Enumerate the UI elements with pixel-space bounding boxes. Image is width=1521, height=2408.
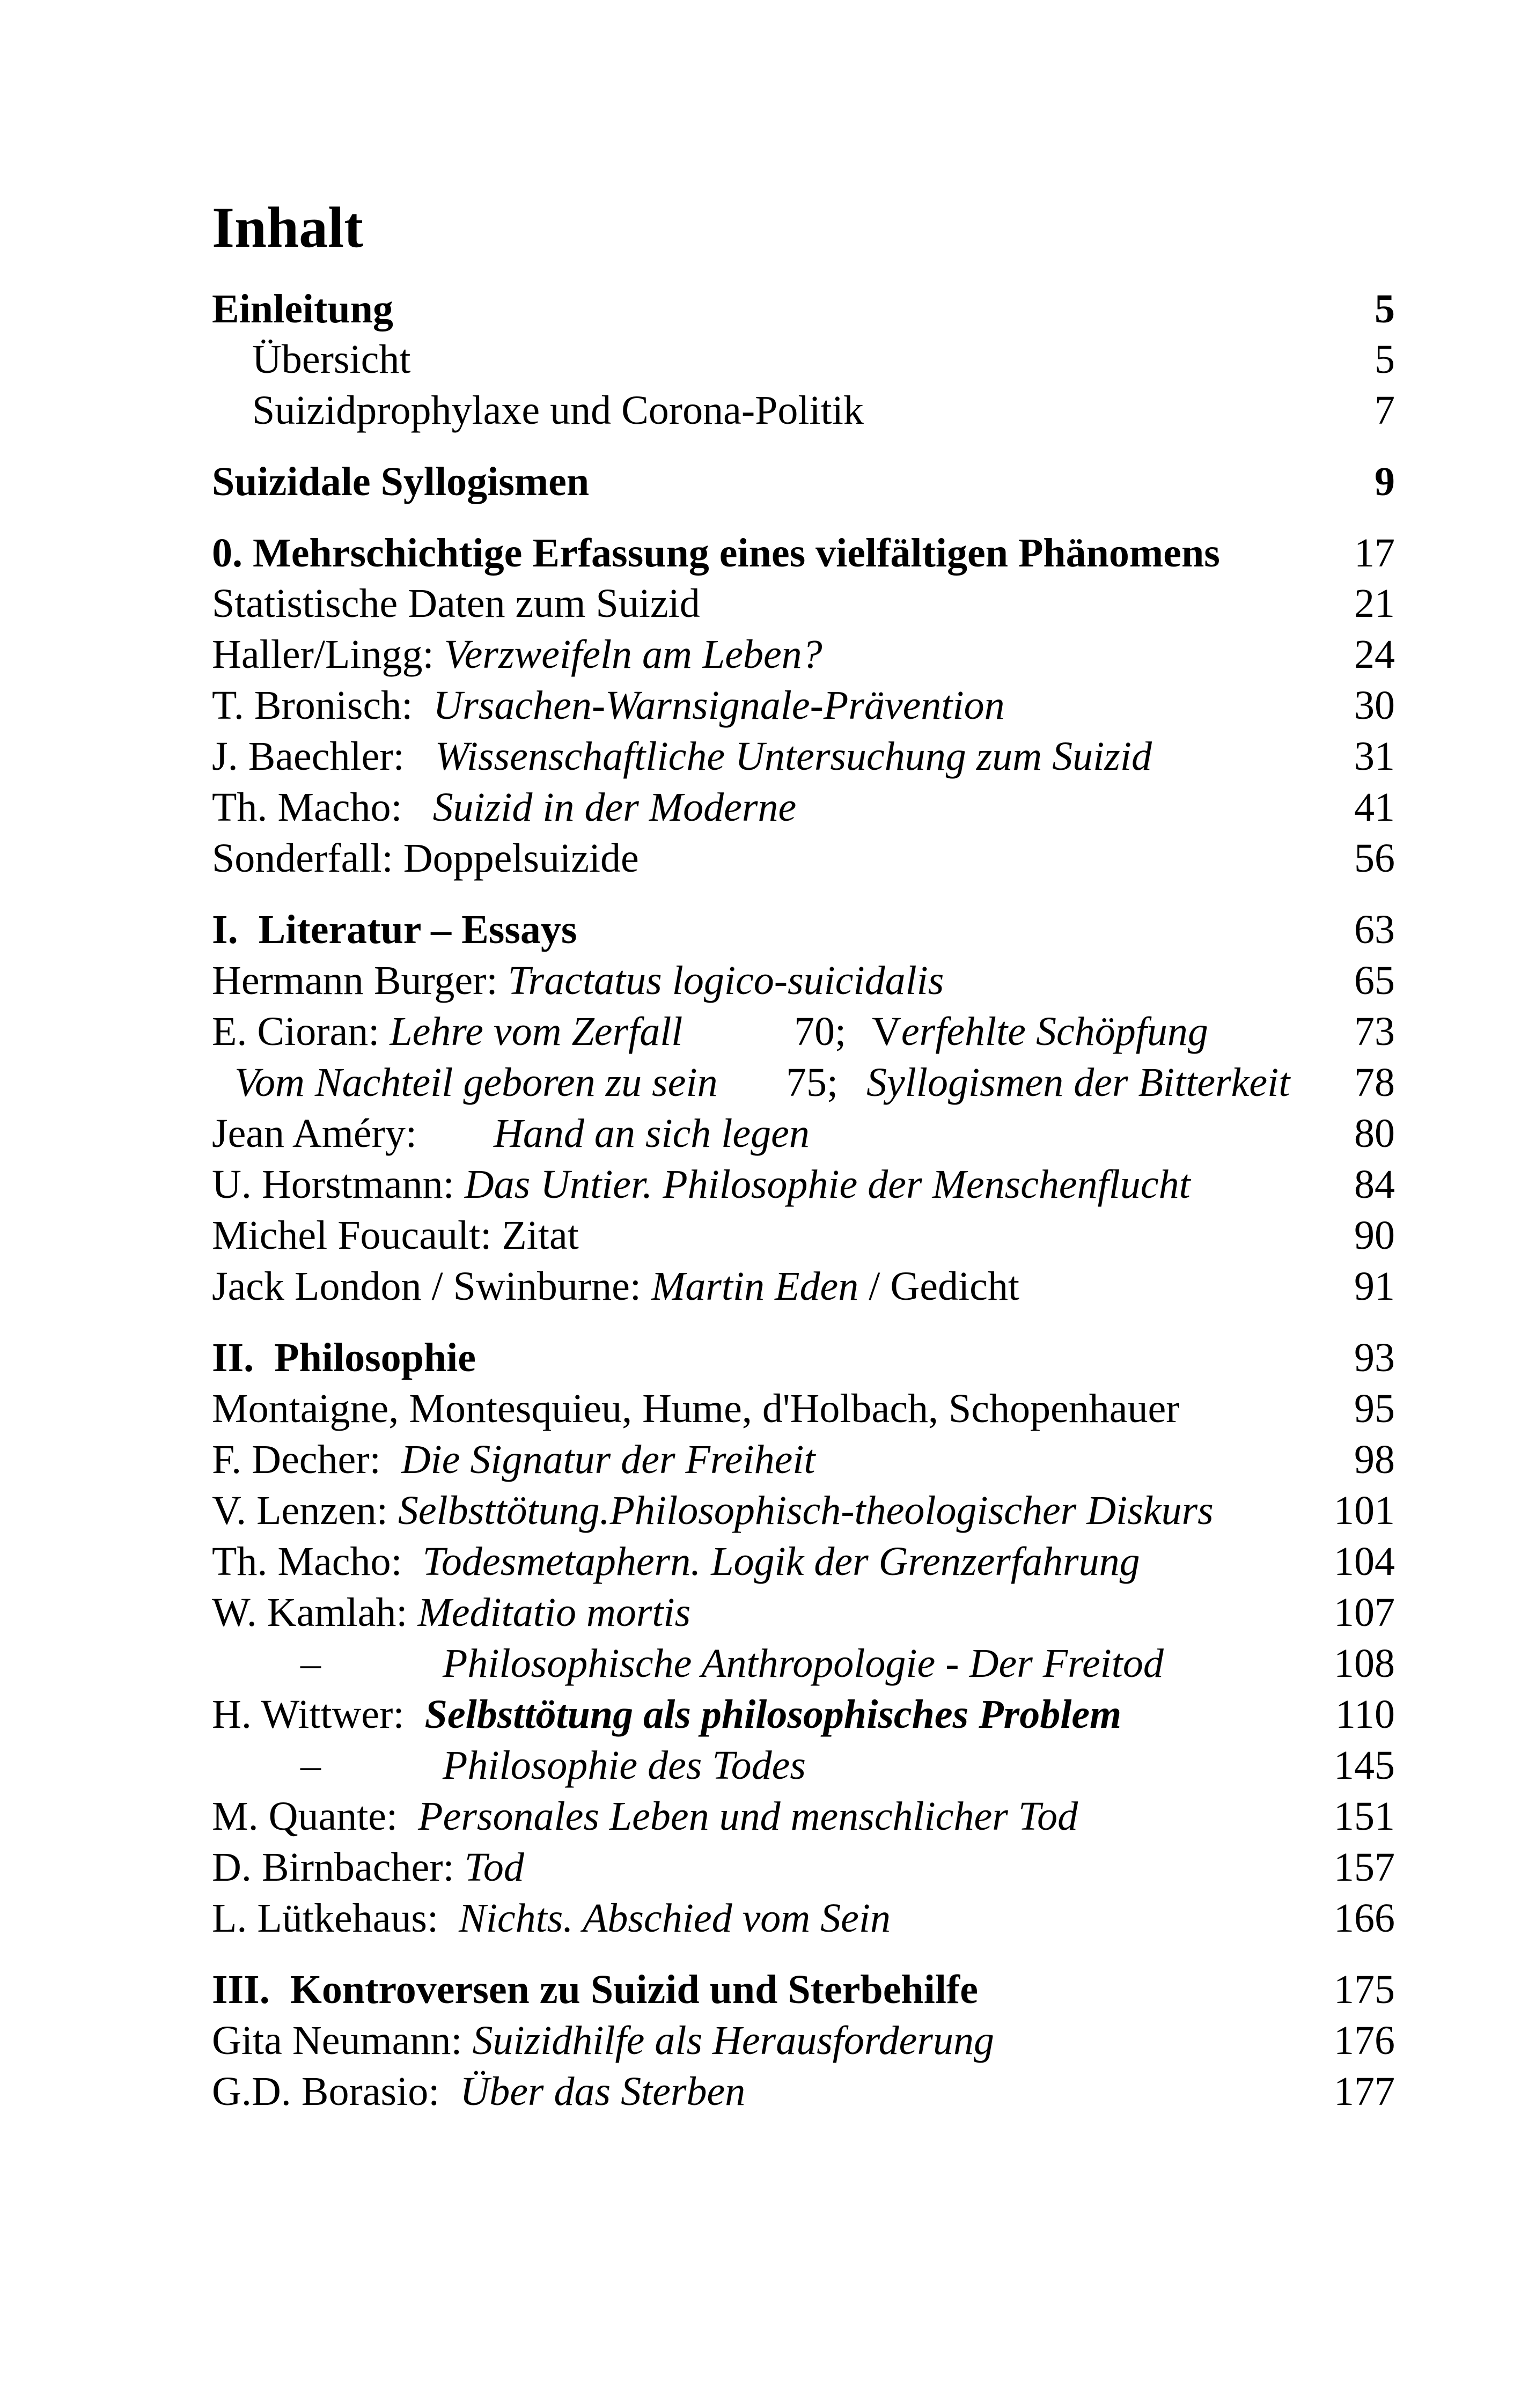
entry-author: D. Birnbacher: — [212, 1845, 465, 1890]
entry-label: Michel Foucault: Zitat — [212, 1213, 579, 1258]
toc-entry-nachteil — [212, 1057, 1395, 1108]
entry-work-title: Selbsttötung.Philosophisch-theologischer Diskurs — [398, 1488, 1214, 1533]
page-number: 90 — [1354, 1213, 1395, 1258]
toc-entry-haller — [212, 629, 1395, 680]
page-number: 107 — [1334, 1590, 1395, 1635]
entry-label: Suizidale Syllogismen — [212, 459, 590, 504]
toc-entry-montaigne — [212, 1383, 1395, 1434]
toc-entry-einleitung — [212, 283, 1395, 335]
chapter-heading: III. Kontroversen zu Suizid und Sterbehilfe — [212, 1967, 978, 2012]
toc-entry-decher — [212, 1434, 1395, 1485]
entry-author: W. Kamlah: — [212, 1590, 418, 1635]
entry-author: Hermann Burger: — [212, 958, 508, 1003]
page-number: 84 — [1354, 1162, 1395, 1207]
entry-work-title: Tod — [464, 1845, 524, 1890]
toc-entry-lenzen — [212, 1485, 1395, 1536]
toc-entry-foucault — [212, 1210, 1395, 1261]
entry-work-title: Syllogismen der Bitterkeit — [866, 1060, 1290, 1105]
page-number: 91 — [1354, 1264, 1395, 1309]
page-number: 95 — [1354, 1386, 1395, 1431]
toc-entry-london — [212, 1261, 1395, 1312]
entry-author: Gita Neumann: — [212, 2018, 473, 2063]
toc-entry-amery — [212, 1108, 1395, 1159]
page-number: 110 — [1335, 1692, 1395, 1737]
entry-work-title: Suizid in der Moderne — [432, 785, 797, 830]
chapter-heading: II. Philosophie — [212, 1335, 476, 1380]
entry-work-title: Selbsttötung als philosophisches Problem — [424, 1692, 1122, 1737]
ditto-dash: – — [300, 1641, 321, 1686]
toc-entry-neumann — [212, 2015, 1395, 2066]
toc-entry-statistik — [212, 578, 1395, 629]
entry-work-title: Nichts. Abschied vom Sein — [459, 1896, 891, 1941]
entry-label: Einleitung — [212, 286, 393, 332]
entry-author: G.D. Borasio: — [212, 2069, 460, 2114]
page-number: 9 — [1375, 459, 1395, 504]
entry-author: M. Quante: — [212, 1794, 418, 1839]
toc-entry-wittwer2 — [212, 1740, 1395, 1791]
page-number: 104 — [1334, 1539, 1395, 1584]
entry-suffix: / Gedicht — [858, 1264, 1019, 1309]
entry-author: Th. Macho: — [212, 1539, 423, 1584]
entry-work-title: Philosophie des Todes — [443, 1743, 806, 1788]
toc-entry-birnbacher — [212, 1842, 1395, 1893]
page-number: 56 — [1354, 836, 1395, 881]
toc-entry-kap3 — [212, 1964, 1395, 2015]
toc-entry-prophylaxe — [212, 385, 1395, 436]
entry-author: H. Wittwer: — [212, 1692, 425, 1737]
entry-work-title: Wissenschaftliche Untersuchung zum Suizid — [435, 734, 1152, 779]
page-number: 24 — [1354, 632, 1395, 677]
entry-work-title: Personales Leben und menschlicher Tod — [418, 1794, 1078, 1839]
page-number: 157 — [1334, 1845, 1395, 1890]
toc-entry-cioran — [212, 1006, 1395, 1057]
entry-author: L. Lütkehaus: — [212, 1896, 459, 1941]
entry-work-title: Vom Nachteil geboren zu sein — [234, 1060, 718, 1105]
page-number: 145 — [1334, 1743, 1395, 1788]
page-number: 63 — [1354, 907, 1395, 952]
entry-author: Jean Améry: — [212, 1111, 417, 1156]
page-number: 7 — [1375, 388, 1395, 433]
page-number: 5 — [1375, 337, 1395, 382]
entry-author: V. Lenzen: — [212, 1488, 398, 1533]
toc-entry-syllogismen — [212, 456, 1395, 507]
toc-entry-horstmann — [212, 1159, 1395, 1210]
entry-work-title: Suizidhilfe als Herausforderung — [472, 2018, 994, 2063]
toc-entry-macho1 — [212, 782, 1395, 833]
page-number: 70; — [794, 1009, 847, 1054]
entry-work-title: Verzweifeln am Leben? — [444, 632, 822, 677]
page-number: 75; — [786, 1060, 839, 1105]
toc-entry-kap2 — [212, 1332, 1395, 1383]
toc-entry-macho2 — [212, 1536, 1395, 1587]
entry-work-title: Philosophische Anthropologie - Der Freitod — [443, 1641, 1164, 1686]
page-number: 41 — [1354, 785, 1395, 830]
entry-label: Sonderfall: Doppelsuizide — [212, 836, 639, 881]
page-number: 21 — [1354, 581, 1395, 626]
entry-author: J. Baechler: — [212, 734, 435, 779]
entry-work-title: Ursachen-Warnsignale-Prävention — [433, 683, 1005, 728]
page-number: 30 — [1354, 683, 1395, 728]
toc-entry-borasio — [212, 2066, 1395, 2117]
toc-entry-baechler — [212, 731, 1395, 782]
page-title: Inhalt — [212, 196, 364, 260]
entry-author: F. Decher: — [212, 1437, 401, 1482]
page-number: 73 — [1354, 1009, 1395, 1054]
toc-entry-bronisch — [212, 680, 1395, 731]
entry-label: Statistische Daten zum Suizid — [212, 581, 700, 626]
entry-author: Haller/Lingg: — [212, 632, 444, 677]
toc-entry-uebersicht — [212, 334, 1395, 385]
entry-label: Suizidprophylaxe und Corona-Politik — [252, 388, 864, 433]
entry-work-title: Meditatio mortis — [417, 1590, 691, 1635]
page-number: 177 — [1334, 2069, 1395, 2114]
entry-work-title: Das Untier. Philosophie der Menschenflucht — [464, 1162, 1191, 1207]
entry-work-title: Über das Sterben — [460, 2069, 746, 2114]
entry-work-title: Die Signatur der Freiheit — [401, 1437, 815, 1482]
page-number: 98 — [1354, 1437, 1395, 1482]
page-number: 5 — [1375, 286, 1395, 332]
entry-work-title: erfehlte Schöpfung — [901, 1009, 1208, 1054]
entry-work-title: Tractatus logico-suicidalis — [508, 958, 944, 1003]
page-number: 78 — [1354, 1060, 1395, 1105]
page-number: 101 — [1334, 1488, 1395, 1533]
entry-author: Th. Macho: — [212, 785, 433, 830]
page-number: 80 — [1354, 1111, 1395, 1156]
entry-work-title: Lehre vom Zerfall — [390, 1009, 683, 1054]
page-number: 93 — [1354, 1335, 1395, 1380]
page-number: 31 — [1354, 734, 1395, 779]
toc-entry-kamlah2 — [212, 1638, 1395, 1689]
chapter-heading: 0. Mehrschichtige Erfassung eines vielfältigen Phänomens — [212, 531, 1220, 576]
toc-entry-kap0 — [212, 527, 1395, 579]
page-number: 166 — [1334, 1896, 1395, 1941]
toc-entry-kamlah1 — [212, 1587, 1395, 1638]
page-number: 17 — [1354, 531, 1395, 576]
page-number: 151 — [1334, 1794, 1395, 1839]
entry-label: Montaigne, Montesquieu, Hume, d'Holbach, Schopenhauer — [212, 1386, 1180, 1431]
toc-entry-quante — [212, 1791, 1395, 1842]
entry-label: Übersicht — [252, 337, 411, 382]
toc-entry-luetkehaus — [212, 1892, 1395, 1944]
entry-author: T. Bronisch: — [212, 683, 433, 728]
page-number: 108 — [1334, 1641, 1395, 1686]
page-number: 176 — [1334, 2018, 1395, 2063]
page-number: 65 — [1354, 958, 1395, 1003]
entry-work-title: Hand an sich legen — [494, 1111, 810, 1156]
entry-author: E. Cioran: — [212, 1009, 390, 1054]
page-number: 175 — [1334, 1967, 1395, 2012]
entry-work-title: Todesmetaphern. Logik der Grenzerfahrung — [422, 1539, 1140, 1584]
toc-entry-doppel — [212, 833, 1395, 884]
entry-work-title-prefix: V — [872, 1009, 901, 1054]
entry-work-title: Martin Eden — [651, 1264, 859, 1309]
entry-author: Jack London / Swinburne: — [212, 1264, 652, 1309]
toc-entry-burger — [212, 955, 1395, 1006]
ditto-dash: – — [300, 1743, 321, 1788]
toc-entry-wittwer1 — [212, 1689, 1395, 1740]
chapter-heading: I. Literatur – Essays — [212, 907, 577, 952]
toc-entry-kap1 — [212, 904, 1395, 955]
entry-author: U. Horstmann: — [212, 1162, 465, 1207]
